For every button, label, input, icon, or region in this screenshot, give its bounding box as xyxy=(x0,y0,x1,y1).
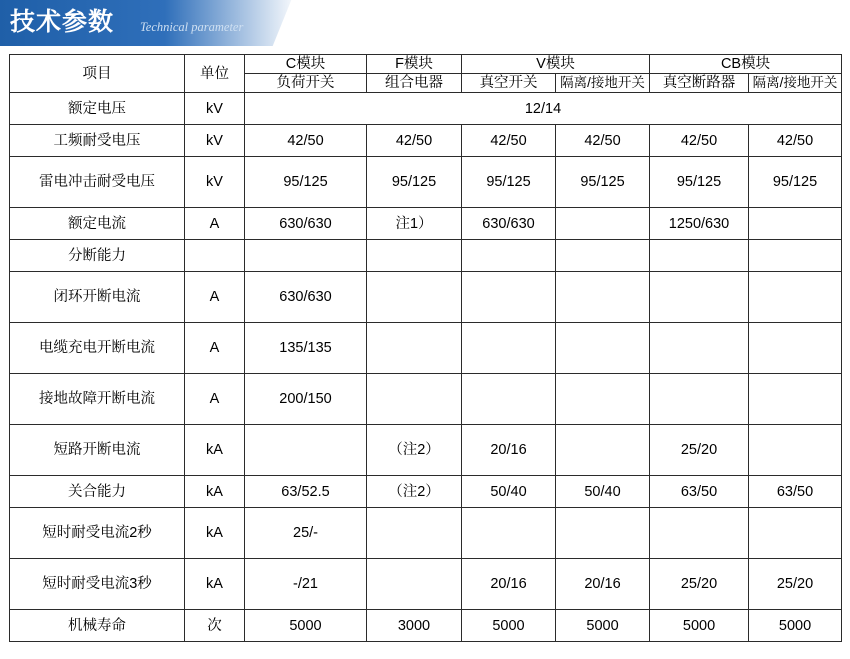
row-value-v1: 630/630 xyxy=(462,208,556,240)
row-value-cb2: 95/125 xyxy=(749,157,842,208)
row-value-cb2: 25/20 xyxy=(749,559,842,610)
row-value-f: 95/125 xyxy=(367,157,462,208)
table-row xyxy=(10,240,842,272)
table-row xyxy=(10,157,842,208)
table-row xyxy=(10,559,842,610)
header-group-cb: CB模块 xyxy=(650,55,842,74)
row-value-f xyxy=(367,374,462,425)
row-value-cb2 xyxy=(749,208,842,240)
row-value-cb1: 5000 xyxy=(650,610,749,642)
row-label: 短路开断电流 xyxy=(10,425,185,476)
row-value-cb1 xyxy=(650,374,749,425)
row-value-v2: 50/40 xyxy=(556,476,650,508)
row-unit: kA xyxy=(185,508,245,559)
row-value-cb1: 1250/630 xyxy=(650,208,749,240)
row-unit: A xyxy=(185,208,245,240)
header-group-c: C模块 xyxy=(245,55,367,74)
header-sub-cb-breaker: 真空断路器 xyxy=(650,74,749,93)
row-unit: A xyxy=(185,323,245,374)
row-value-v1: 5000 xyxy=(462,610,556,642)
row-value-cb1: 95/125 xyxy=(650,157,749,208)
row-value-v1 xyxy=(462,323,556,374)
page-header-banner xyxy=(0,0,850,46)
header-row-groups xyxy=(10,55,842,74)
row-unit: kV xyxy=(185,157,245,208)
row-value-c xyxy=(245,240,367,272)
table-row xyxy=(10,508,842,559)
row-value-f: 3000 xyxy=(367,610,462,642)
header-item: 项目 xyxy=(10,55,185,93)
row-value-cb2: 63/50 xyxy=(749,476,842,508)
row-value-f xyxy=(367,272,462,323)
row-value-cb2: 42/50 xyxy=(749,125,842,157)
row-value-c: 5000 xyxy=(245,610,367,642)
row-value-v1: 20/16 xyxy=(462,425,556,476)
row-label: 额定电压 xyxy=(10,93,185,125)
table-row xyxy=(10,93,842,125)
row-value-f: （注2） xyxy=(367,425,462,476)
header-sub-v-isolator: 隔离/接地开关 xyxy=(556,74,650,93)
row-value-cb1 xyxy=(650,240,749,272)
row-value-v1 xyxy=(462,508,556,559)
row-value-f xyxy=(367,559,462,610)
page-subtitle: Technical parameter xyxy=(140,20,244,34)
row-value-c xyxy=(245,425,367,476)
row-label: 工频耐受电压 xyxy=(10,125,185,157)
row-unit xyxy=(185,240,245,272)
row-value-cb2 xyxy=(749,374,842,425)
row-label: 关合能力 xyxy=(10,476,185,508)
row-value-cb2 xyxy=(749,240,842,272)
row-value-cb1 xyxy=(650,272,749,323)
row-value-cb2 xyxy=(749,272,842,323)
row-value-cb1 xyxy=(650,508,749,559)
row-value-v2 xyxy=(556,425,650,476)
row-value-f xyxy=(367,323,462,374)
row-value-c: 63/52.5 xyxy=(245,476,367,508)
row-label: 电缆充电开断电流 xyxy=(10,323,185,374)
row-value-v2 xyxy=(556,272,650,323)
row-value-c: 42/50 xyxy=(245,125,367,157)
page-title: 技术参数 xyxy=(10,8,115,36)
table-row xyxy=(10,272,842,323)
row-value-v2: 42/50 xyxy=(556,125,650,157)
row-label: 分断能力 xyxy=(10,240,185,272)
row-value-c: 25/- xyxy=(245,508,367,559)
header-sub-cb-isolator: 隔离/接地开关 xyxy=(749,74,842,93)
row-value-f: （注2） xyxy=(367,476,462,508)
row-value-c: -/21 xyxy=(245,559,367,610)
row-value-cb1: 25/20 xyxy=(650,425,749,476)
row-value-cb2 xyxy=(749,425,842,476)
row-value-cb2 xyxy=(749,508,842,559)
row-value-cb2: 5000 xyxy=(749,610,842,642)
row-value-v1 xyxy=(462,272,556,323)
row-label: 额定电流 xyxy=(10,208,185,240)
row-value-c: 630/630 xyxy=(245,208,367,240)
row-label: 短时耐受电流2秒 xyxy=(10,508,185,559)
row-label: 闭环开断电流 xyxy=(10,272,185,323)
row-value-v2 xyxy=(556,508,650,559)
row-value-cb1 xyxy=(650,323,749,374)
table-row xyxy=(10,425,842,476)
table-row xyxy=(10,208,842,240)
row-value-v2: 5000 xyxy=(556,610,650,642)
row-value-c: 630/630 xyxy=(245,272,367,323)
row-value-v2 xyxy=(556,208,650,240)
row-value-v1: 50/40 xyxy=(462,476,556,508)
row-unit: kV xyxy=(185,93,245,125)
row-value-cb2 xyxy=(749,323,842,374)
row-value-merged: 12/14 xyxy=(245,93,842,125)
table-row xyxy=(10,610,842,642)
row-label: 接地故障开断电流 xyxy=(10,374,185,425)
row-value-v2: 20/16 xyxy=(556,559,650,610)
row-unit: kV xyxy=(185,125,245,157)
row-value-f xyxy=(367,508,462,559)
row-value-v2: 95/125 xyxy=(556,157,650,208)
table-row xyxy=(10,323,842,374)
table-row xyxy=(10,476,842,508)
spec-table-container xyxy=(0,46,850,642)
header-sub-c-load-switch: 负荷开关 xyxy=(245,74,367,93)
row-unit: kA xyxy=(185,476,245,508)
header-sub-v-vacuum: 真空开关 xyxy=(462,74,556,93)
row-value-c: 200/150 xyxy=(245,374,367,425)
row-value-cb1: 63/50 xyxy=(650,476,749,508)
row-value-v2 xyxy=(556,374,650,425)
header-sub-f-combined: 组合电器 xyxy=(367,74,462,93)
row-unit: kA xyxy=(185,425,245,476)
header-unit: 单位 xyxy=(185,55,245,93)
row-value-f: 注1） xyxy=(367,208,462,240)
row-value-v2 xyxy=(556,240,650,272)
row-unit: A xyxy=(185,272,245,323)
row-value-c: 95/125 xyxy=(245,157,367,208)
technical-parameter-table xyxy=(9,54,842,642)
row-value-v2 xyxy=(556,323,650,374)
row-label: 短时耐受电流3秒 xyxy=(10,559,185,610)
row-unit: A xyxy=(185,374,245,425)
row-value-cb1: 42/50 xyxy=(650,125,749,157)
row-unit: kA xyxy=(185,559,245,610)
table-header xyxy=(10,55,842,93)
table-row xyxy=(10,374,842,425)
row-value-v1 xyxy=(462,240,556,272)
row-value-f: 42/50 xyxy=(367,125,462,157)
row-value-v1: 42/50 xyxy=(462,125,556,157)
header-group-v: V模块 xyxy=(462,55,650,74)
row-value-v1: 95/125 xyxy=(462,157,556,208)
row-label: 机械寿命 xyxy=(10,610,185,642)
row-value-cb1: 25/20 xyxy=(650,559,749,610)
row-value-f xyxy=(367,240,462,272)
header-group-f: F模块 xyxy=(367,55,462,74)
table-body xyxy=(10,93,842,642)
row-label: 雷电冲击耐受电压 xyxy=(10,157,185,208)
row-value-v1: 20/16 xyxy=(462,559,556,610)
row-value-v1 xyxy=(462,374,556,425)
row-unit: 次 xyxy=(185,610,245,642)
table-row xyxy=(10,125,842,157)
row-value-c: 135/135 xyxy=(245,323,367,374)
